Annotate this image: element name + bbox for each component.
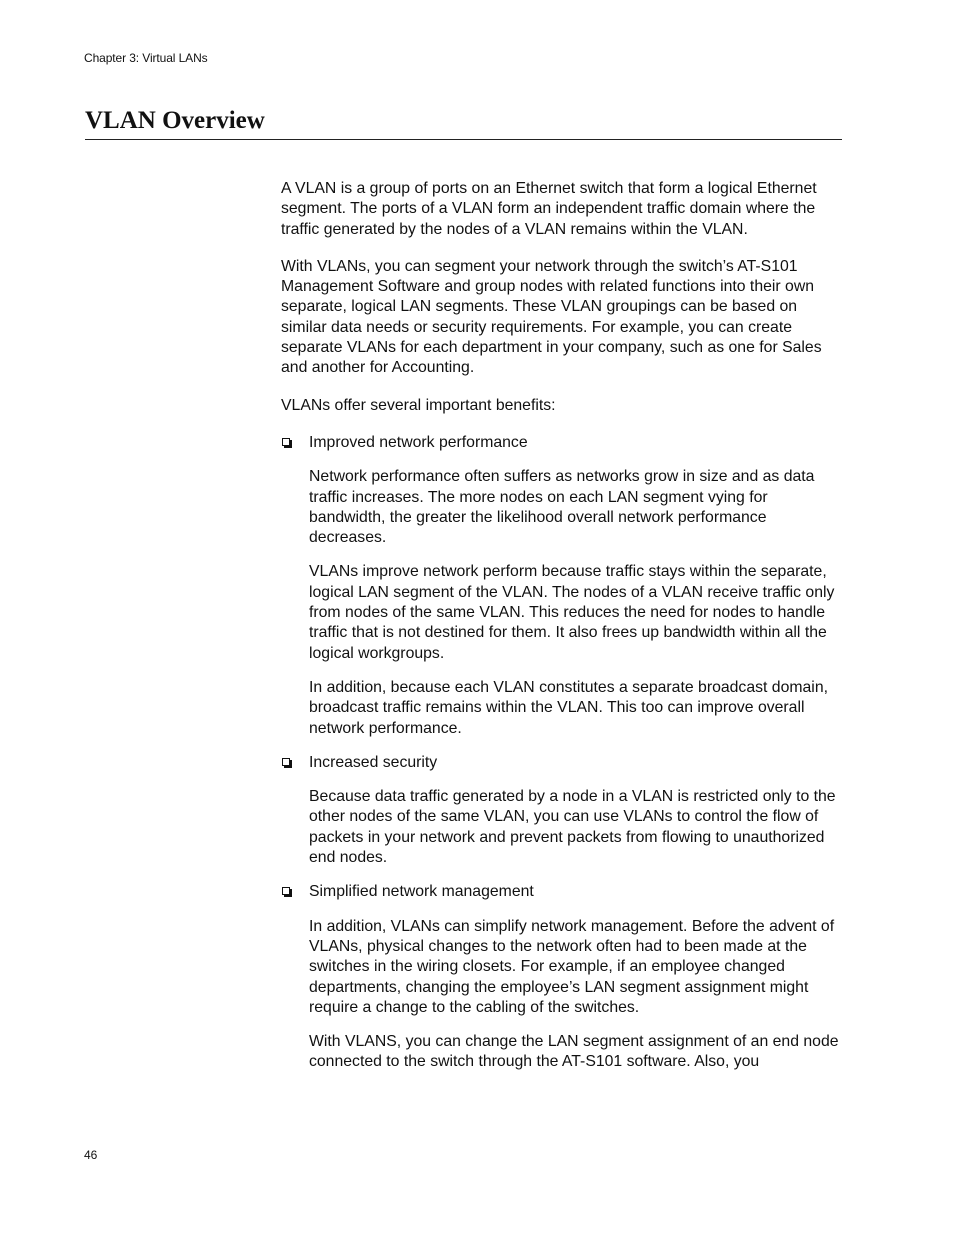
body-text [281, 179, 841, 1073]
checkbox-bullet-icon [282, 758, 290, 766]
benefits-lead-in: VLANs offer several important benefits: [281, 396, 556, 414]
page-number: 46 [84, 1148, 98, 1162]
intro-paragraph: With VLANs, you can segment your network through the switch’s AT-S101 Management Software and group nodes with related functions into their own separate, logical LAN segments. These VLAN groupings can be based on similar data needs or security requirements. For example, you can create separate VLANs for each department in your company, such as one for Sales and another for Accounting. [281, 257, 822, 377]
benefit-paragraph: Because data traffic generated by a node in a VLAN is restricted only to the other nodes of the same VLAN, you can use VLANs to control the flow of packets in your network and prevent packets from flowing to unauthorized end nodes. [309, 788, 836, 867]
section-title: VLAN Overview [85, 107, 265, 134]
benefit-heading-performance [281, 433, 841, 453]
running-header: Chapter 3: Virtual LANs [84, 51, 208, 65]
benefit-paragraph: VLANs improve network perform because traffic stays within the separate, logical LAN segment of the VLAN. The nodes of a VLAN receive traffic only from nodes of the same VLAN. This reduces the need for nodes to handle traffic that is not destined for them. It also frees up bandwidth within all the logical workgroups. [309, 563, 835, 662]
benefit-heading-management [281, 882, 841, 902]
benefit-heading-label: Improved network performance [309, 433, 528, 451]
checkbox-bullet-icon [282, 887, 290, 895]
checkbox-bullet-icon [282, 438, 290, 446]
benefit-heading-label: Simplified network management [309, 883, 534, 901]
title-rule [85, 139, 842, 140]
benefit-heading-label: Increased security [309, 753, 438, 771]
benefit-paragraph: Network performance often suffers as networks grow in size and as data traffic increases. The more nodes on each LAN segment vying for bandwidth, the greater the likelihood overall network performance decreases. [309, 468, 815, 547]
benefit-paragraph: In addition, VLANs can simplify network management. Before the advent of VLANs, physical changes to the network often had to been made at the switches in the wiring closets. For example, if an employee changed departments, changing the employee’s LAN segment assignment might require a change to the cabling of the switches. [309, 917, 835, 1016]
intro-paragraph: A VLAN is a group of ports on an Ethernet switch that form a logical Ethernet segment. The ports of a VLAN form an independent traffic domain where the traffic generated by the nodes of a VLAN remains within the VLAN. [281, 180, 817, 238]
benefit-heading-security [281, 753, 841, 773]
benefit-paragraph: In addition, because each VLAN constitutes a separate broadcast domain, broadcast traffic remains within the VLAN. This too can improve overall network performance. [309, 678, 828, 737]
benefit-paragraph: With VLANS, you can change the LAN segment assignment of an end node connected to the switch through the AT-S101 software. Also, you [309, 1033, 839, 1071]
